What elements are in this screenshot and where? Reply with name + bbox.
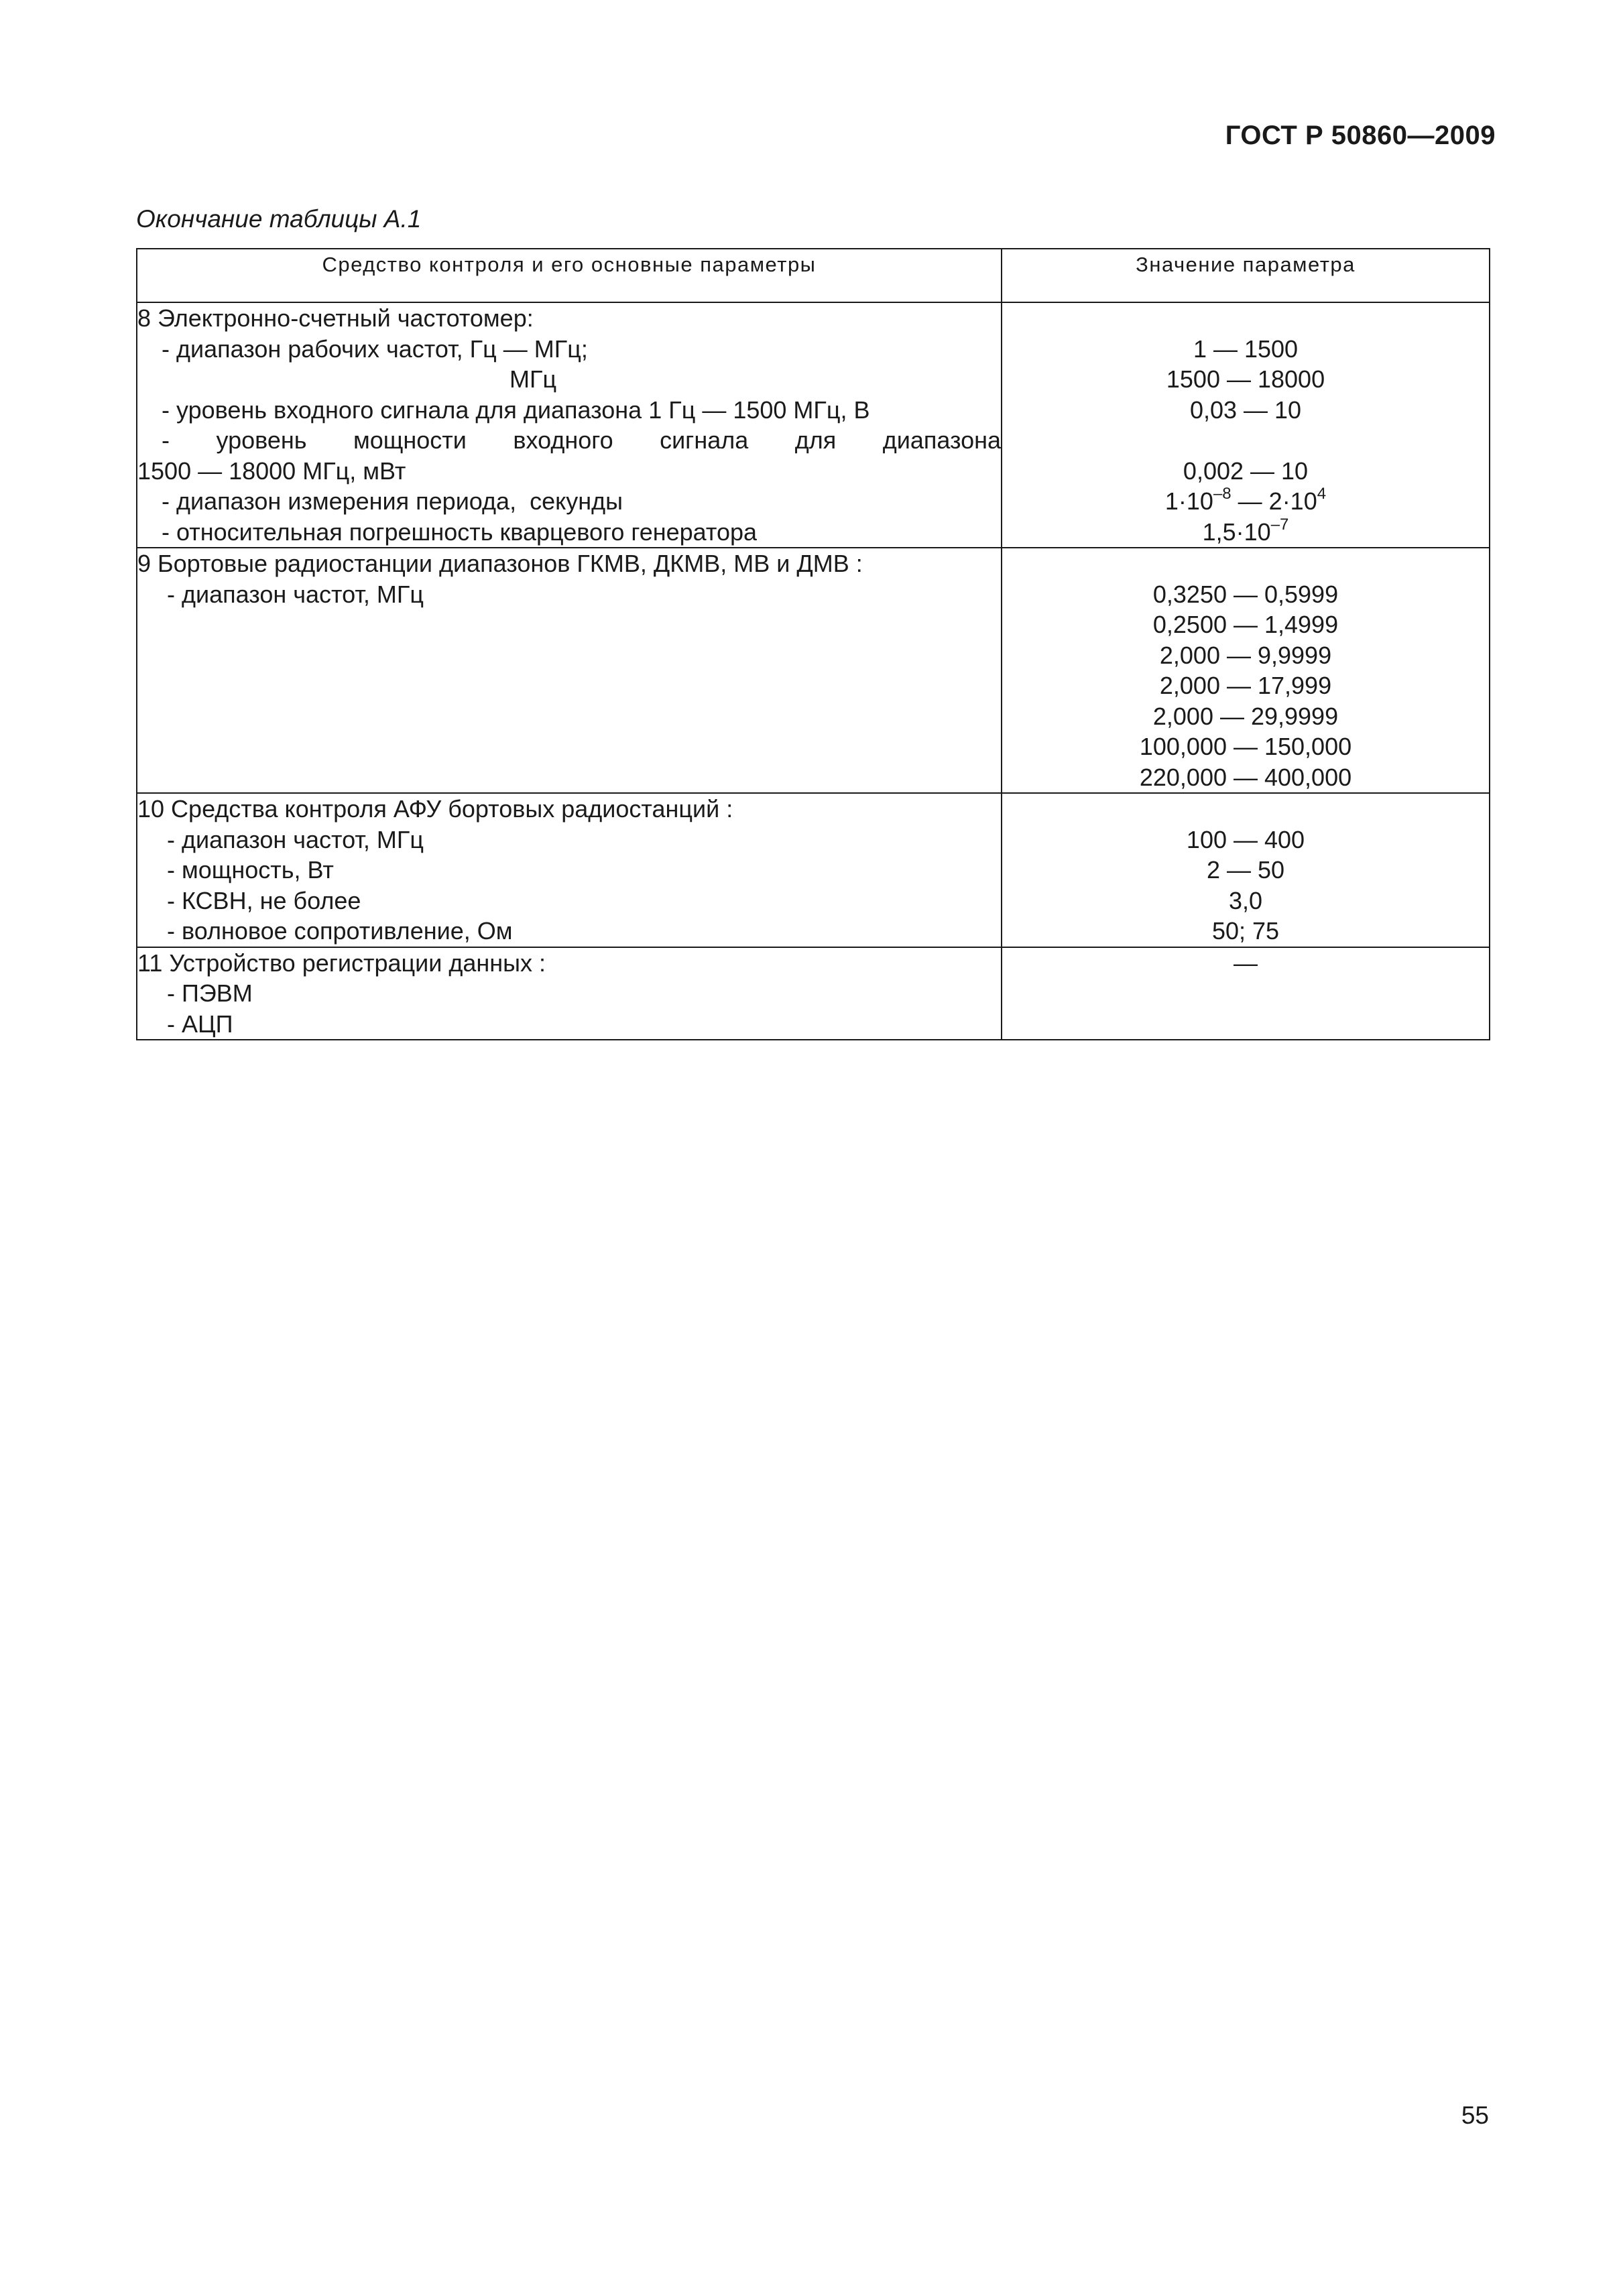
value-item: 2,000 — 29,9999: [1152, 702, 1339, 730]
param-cell: [137, 302, 1002, 548]
param-item: - диапазон частот, МГц: [167, 825, 424, 853]
parameters-table: [136, 248, 1490, 1040]
row-title: 9 Бортовые радиостанции диапазонов ГКМВ, ДКМВ, МВ и ДМВ :: [137, 550, 863, 577]
param-item: МГц: [509, 365, 557, 393]
table-header-row: [137, 249, 1490, 302]
value-item: 100,000 — 150,000: [1139, 733, 1352, 760]
table-caption: Окончание таблицы А.1: [136, 205, 422, 233]
param-item: - уровень входного сигнала для диапазона 1 Гц — 1500 МГц, В: [162, 396, 870, 424]
param-item: - диапазон рабочих частот, Гц — МГц;: [162, 335, 588, 363]
column-header-value: Значение параметра: [1002, 249, 1490, 302]
period-exp-1: –8: [1213, 485, 1231, 503]
page-number: 55: [1461, 2102, 1489, 2129]
row-title: 8 Электронно-счетный частотомер:: [137, 304, 534, 332]
value-item: 2,000 — 9,9999: [1159, 641, 1332, 669]
param-item: - мощность, Вт: [167, 856, 334, 884]
value-cell: [1002, 548, 1490, 793]
param-item: - КСВН, не более: [167, 886, 361, 914]
param-item: - АЦП: [167, 1010, 233, 1038]
value-item: 1 — 1500: [1193, 335, 1299, 363]
document-header: ГОСТ Р 50860—2009: [1225, 121, 1496, 150]
value-item: 220,000 — 400,000: [1139, 763, 1352, 791]
value-item: 2,000 — 17,999: [1159, 672, 1332, 699]
value-cell: [1002, 302, 1490, 548]
value-item: 0,03 — 10: [1189, 396, 1302, 424]
value-item: 3,0: [1228, 886, 1263, 914]
value-item-error: [1002, 517, 1489, 548]
period-base-2: 2·10: [1268, 487, 1317, 515]
param-item: 1500 — 18000 МГц, мВт: [137, 457, 406, 485]
param-item: - диапазон частот, МГц: [167, 580, 424, 608]
error-exp: –7: [1270, 515, 1289, 534]
param-cell: [137, 793, 1002, 947]
param-item: - диапазон измерения периода, секунды: [162, 487, 623, 515]
table-row: [137, 302, 1490, 548]
value-item: 0,2500 — 1,4999: [1152, 611, 1339, 638]
value-item: 100 — 400: [1186, 825, 1305, 853]
period-dash: —: [1231, 487, 1269, 515]
value-item: 0,002 — 10: [1183, 457, 1309, 485]
table-row: [137, 793, 1490, 947]
value-item: —: [1234, 949, 1258, 977]
value-item-period: [1002, 486, 1489, 517]
param-cell: [137, 548, 1002, 793]
value-item: 1500 — 18000: [1166, 365, 1325, 393]
param-item: - относительная погрешность кварцевого генератора: [162, 518, 758, 546]
param-cell: [137, 947, 1002, 1040]
value-item: 2 — 50: [1206, 856, 1285, 884]
param-item: - уровень мощности входного сигнала для диапазона: [162, 426, 1001, 454]
error-base: 1,5·10: [1202, 518, 1271, 546]
param-item: - волновое сопротивление, Ом: [167, 917, 513, 945]
value-cell: [1002, 947, 1490, 1040]
table-row: [137, 548, 1490, 793]
table-row: [137, 947, 1490, 1040]
value-item: 0,3250 — 0,5999: [1152, 580, 1339, 608]
row-title: 11 Устройство регистрации данных :: [137, 949, 546, 977]
row-title: 10 Средства контроля АФУ бортовых радиостанций :: [137, 795, 733, 823]
column-header-param: Средство контроля и его основные параметры: [137, 249, 1002, 302]
value-cell: [1002, 793, 1490, 947]
value-item: 50; 75: [1211, 917, 1280, 945]
param-item: - ПЭВМ: [167, 979, 253, 1007]
period-exp-2: 4: [1317, 485, 1327, 503]
period-base-1: 1·10: [1164, 487, 1213, 515]
